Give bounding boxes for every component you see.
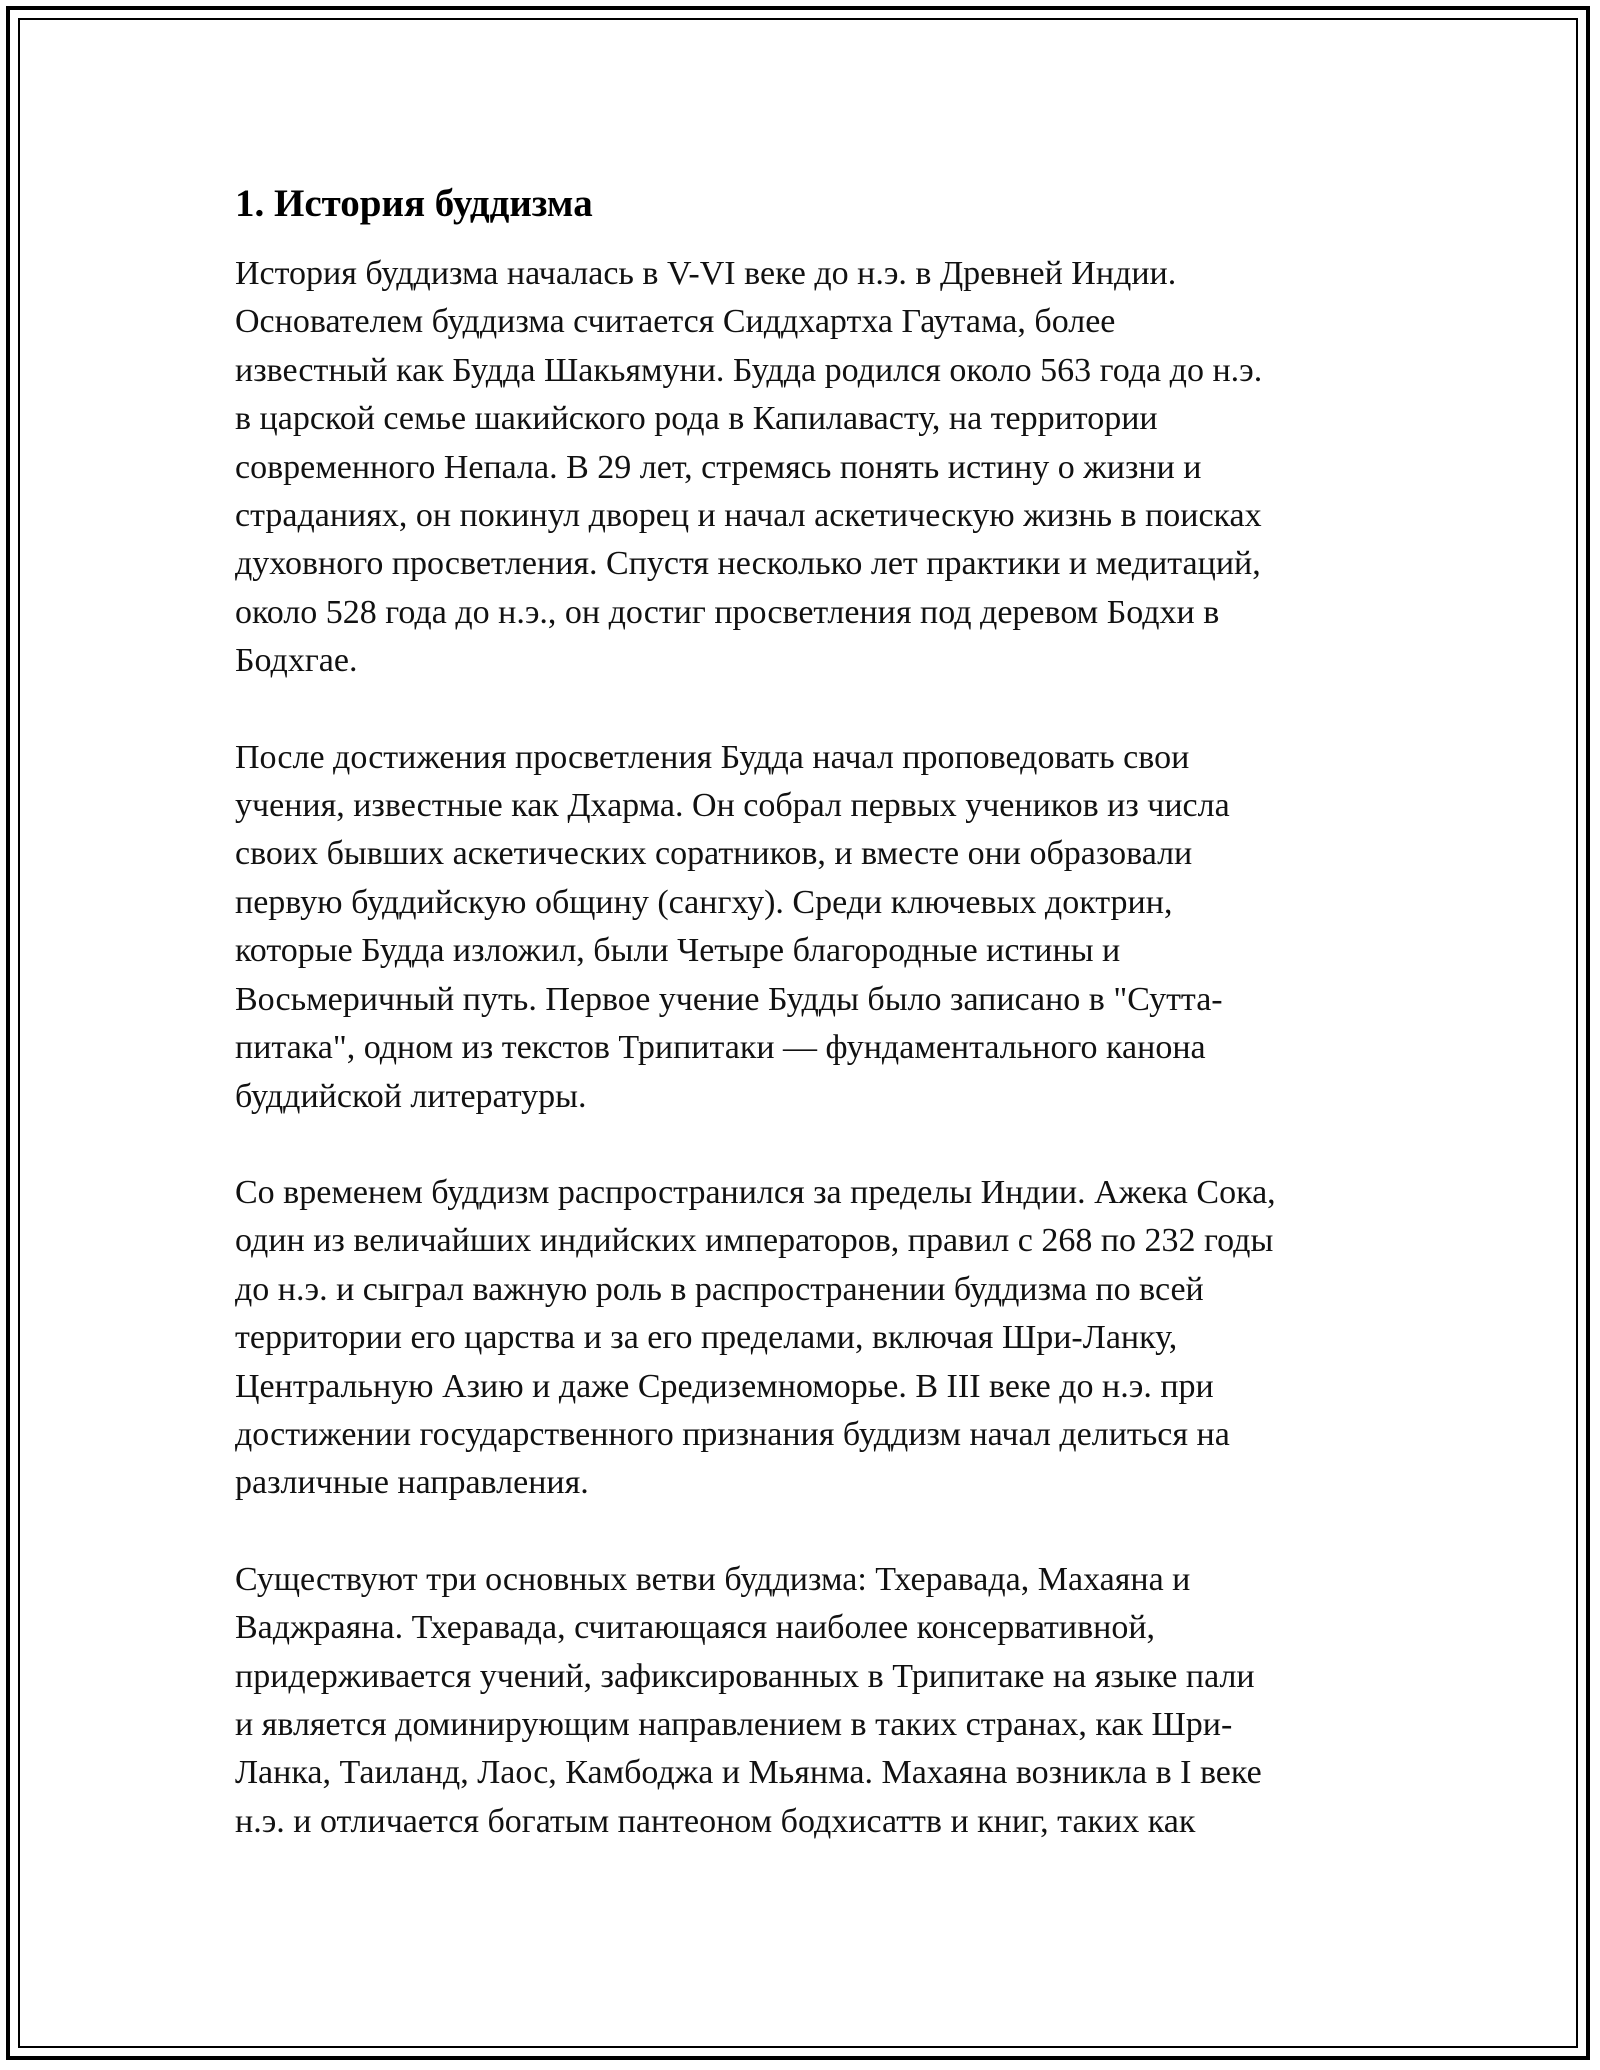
- text-line: н.э. и отличается богатым пантеоном бодхисаттв и книг, таких как: [235, 1802, 1196, 1840]
- paragraph: [235, 734, 1375, 1121]
- text-line: различные направления.: [235, 1464, 589, 1502]
- text-line: первую буддийскую общину (сангху). Среди ключевых доктрин,: [235, 883, 1173, 921]
- text-line: Ваджраяна. Тхеравада, считающаяся наиболее консервативной,: [235, 1609, 1156, 1647]
- text-line: придерживается учений, зафиксированных в Трипитаке на языке пали: [235, 1657, 1255, 1695]
- text-line: своих бывших аскетических соратников, и вместе они образовали: [235, 835, 1193, 873]
- text-line: и является доминирующим направлением в таких странах, как Шри-: [235, 1705, 1233, 1743]
- text-line: до н.э. и сыграл важную роль в распространении буддизма по всей: [235, 1270, 1204, 1308]
- text-line: Восьмеричный путь. Первое учение Будды было записано в "Сутта-: [235, 980, 1223, 1018]
- text-line: известный как Будда Шакьямуни. Будда родился около 563 года до н.э.: [235, 351, 1263, 389]
- text-line: современного Непала. В 29 лет, стремясь понять истину о жизни и: [235, 448, 1202, 486]
- text-line: Существуют три основных ветви буддизма: Тхеравада, Махаяна и: [235, 1560, 1191, 1598]
- text-line: территории его царства и за его пределами, включая Шри-Ланку,: [235, 1319, 1178, 1357]
- text-line: Бодхгае.: [235, 642, 358, 680]
- document-body: [235, 180, 1375, 1894]
- text-line: Со временем буддизм распространился за пределы Индии. Ажека Сока,: [235, 1173, 1276, 1211]
- section-heading: 1. История буддизма: [235, 182, 593, 225]
- paragraph: [235, 1556, 1375, 1846]
- text-line: История буддизма началась в V-VI веке до н.э. в Древней Индии.: [235, 255, 1177, 292]
- text-line: питака", одном из текстов Трипитаки — фундаментального канона: [235, 1029, 1206, 1067]
- paragraph: [235, 250, 1375, 686]
- text-line: буддийской литературы.: [235, 1077, 587, 1115]
- text-line: Ланка, Таиланд, Лаос, Камбоджа и Мьянма. Махаяна возникла в I веке: [235, 1754, 1262, 1792]
- text-line: которые Будда изложил, были Четыре благородные истины и: [235, 932, 1121, 970]
- paragraph-container: [235, 250, 1375, 1846]
- paragraph: [235, 1169, 1375, 1508]
- text-line: Основателем буддизма считается Сиддхартха Гаутама, более: [235, 303, 1116, 341]
- text-line: страданиях, он покинул дворец и начал аскетическую жизнь в поисках: [235, 497, 1262, 535]
- text-line: один из величайших индийских императоров, правил с 268 по 232 годы: [235, 1222, 1274, 1260]
- text-line: После достижения просветления Будда начал проповедовать свои: [235, 738, 1190, 776]
- text-line: в царской семье шакийского рода в Капилавасту, на территории: [235, 400, 1158, 438]
- text-line: достижении государственного признания буддизм начал делиться на: [235, 1415, 1230, 1453]
- text-line: духовного просветления. Спустя несколько лет практики и медитаций,: [235, 545, 1261, 583]
- text-line: Центральную Азию и даже Средиземноморье. В III веке до н.э. при: [235, 1367, 1214, 1405]
- text-line: учения, известные как Дхарма. Он собрал первых учеников из числа: [235, 787, 1230, 825]
- text-line: около 528 года до н.э., он достиг просветления под деревом Бодхи в: [235, 593, 1220, 631]
